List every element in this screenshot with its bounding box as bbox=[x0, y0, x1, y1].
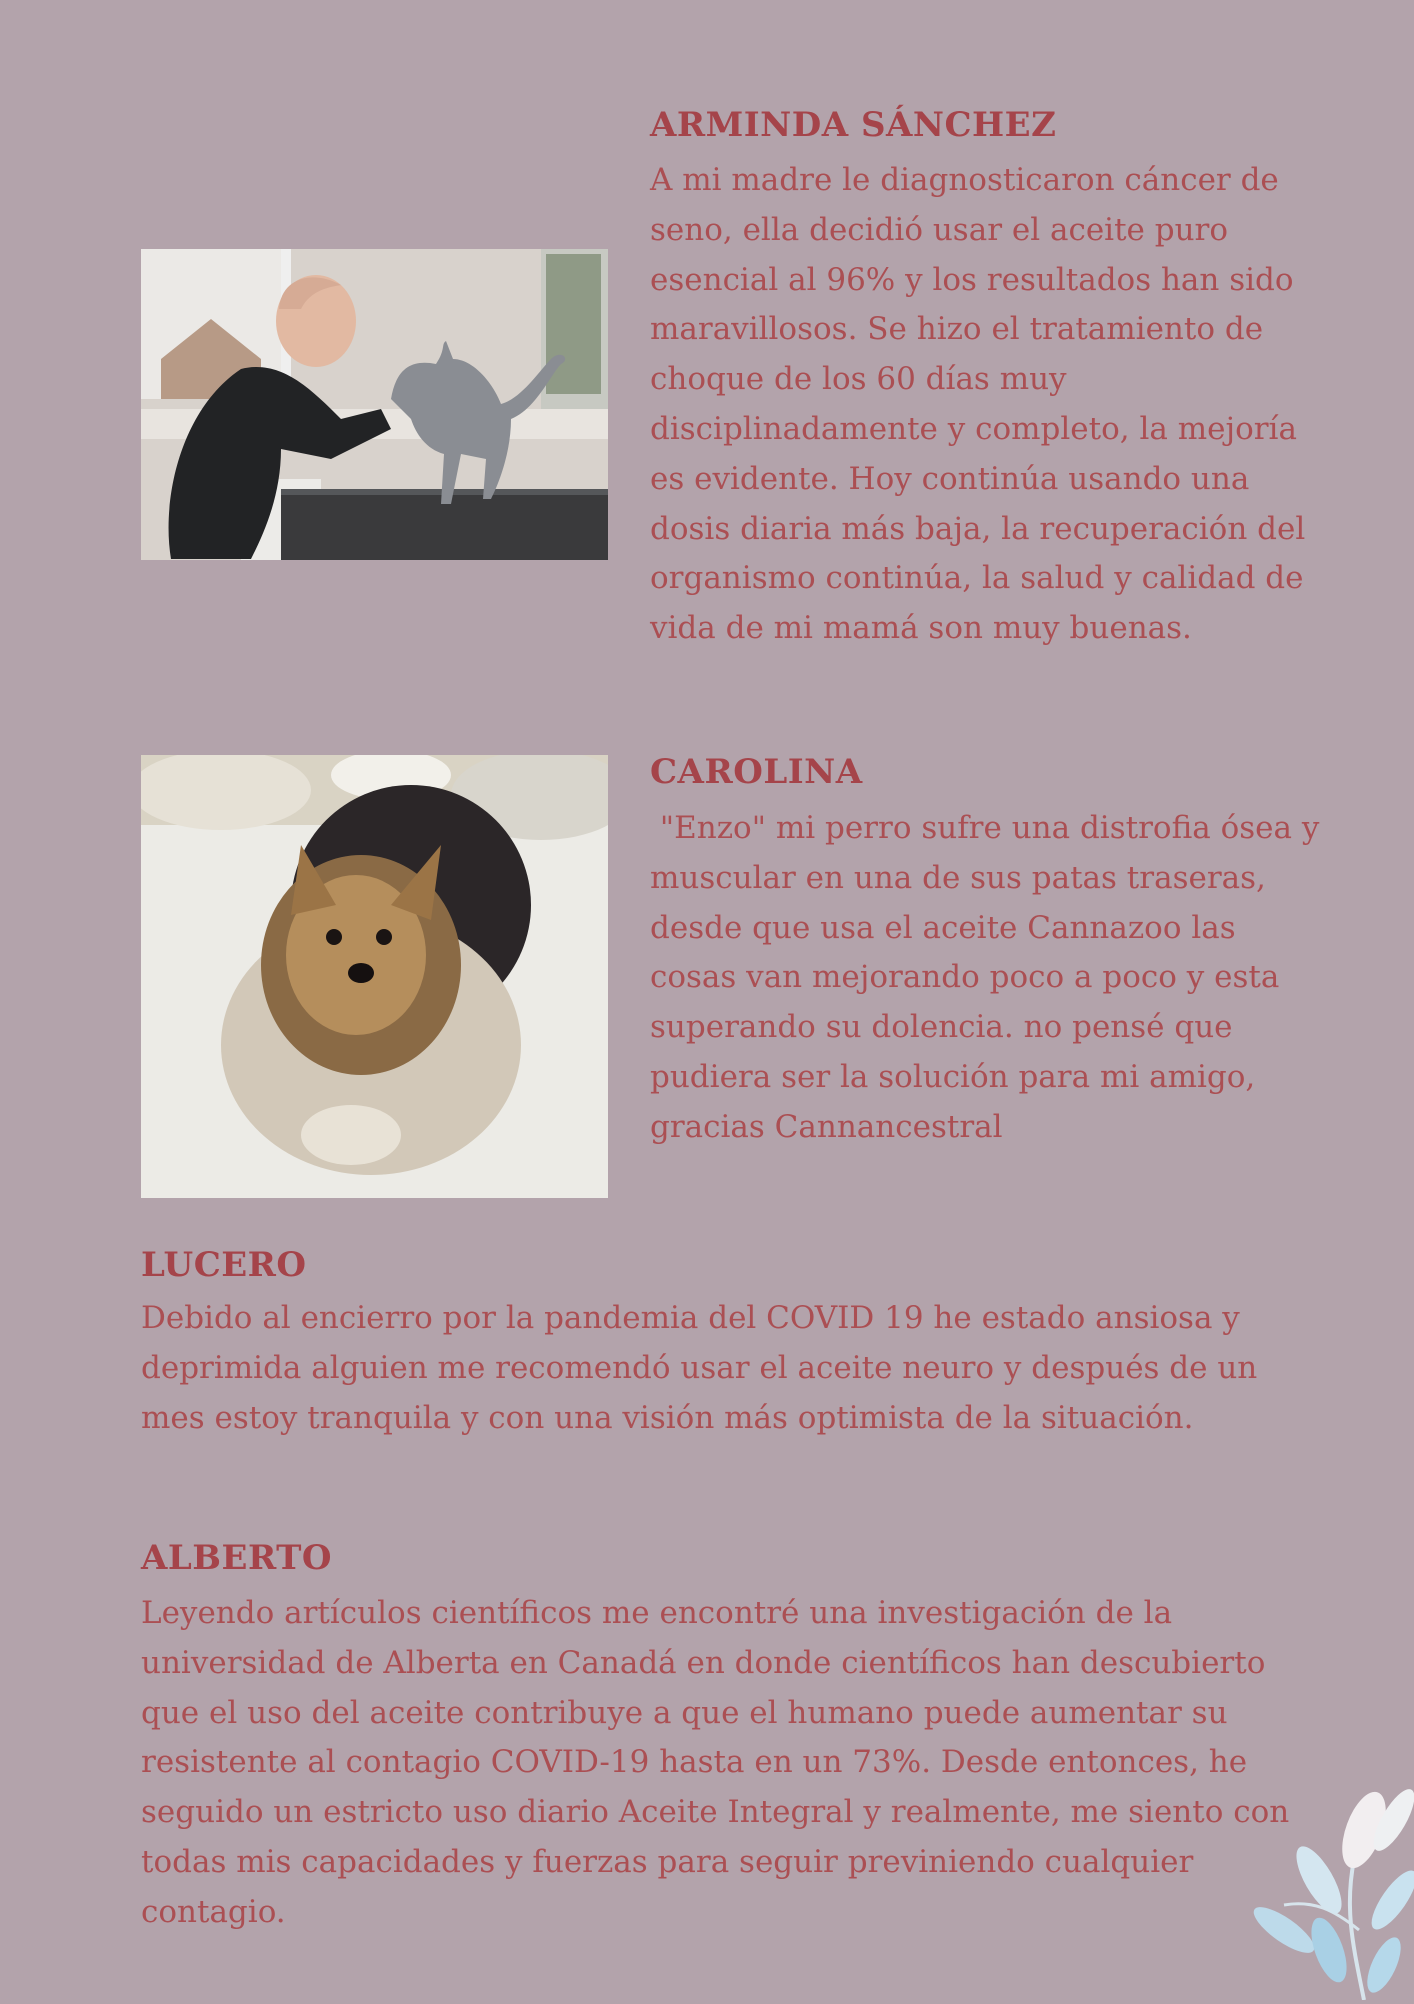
testimonial-name-alberto: ALBERTO bbox=[141, 1538, 333, 1578]
woman-with-cat-photo bbox=[141, 249, 608, 560]
testimonial-text-lucero: Debido al encierro por la pandemia del COVID 19 he estado ansiosa y deprimida alguien me recomendó usar el aceite neuro y después de un mes estoy tranquila y con una visión más optimista de la situación. bbox=[141, 1300, 1258, 1436]
leaf-branch-icon bbox=[1244, 1760, 1414, 2000]
testimonial-name-lucero: LUCERO bbox=[141, 1245, 307, 1285]
yorkshire-terrier-photo bbox=[141, 755, 608, 1198]
testimonial-text-carolina: "Enzo" mi perro sufre una distrofia ósea y muscular en una de sus patas traseras, desde que usa el aceite Cannazoo las cosas van mejorando poco a poco y esta superando su dolencia. no pensé que pudiera ser la solución para mi amigo, gracias Cannancestral bbox=[650, 810, 1330, 1145]
testimonial-text-alberto: Leyendo artículos científicos me encontré una investigación de la universidad de Alberta en Canadá en donde científicos han descubierto que el uso del aceite contribuye a que el humano puede aumentar su resistente al contagio COVID-19 hasta en un 73%. Desde entonces, he seguido un estricto uso diario Aceite Integral y realmente, me siento con todas mis capacidades y fuerzas para seguir previniendo cualquier contagio. bbox=[141, 1595, 1290, 1930]
testimonial-name-carolina: CAROLINA bbox=[650, 752, 863, 792]
testimonial-name-arminda: ARMINDA SÁNCHEZ bbox=[650, 105, 1057, 145]
testimonial-text-arminda: A mi madre le diagnosticaron cáncer de seno, ella decidió usar el aceite puro esencial al 96% y los resultados han sido maravillosos. Se hizo el tratamiento de choque de los 60 días muy disciplinadamente y completo, la mejoría es evidente. Hoy continúa usando una dosis diaria más baja, la recuperación del organismo continúa, la salud y calidad de vida de mi mamá son muy buenas. bbox=[650, 162, 1306, 647]
